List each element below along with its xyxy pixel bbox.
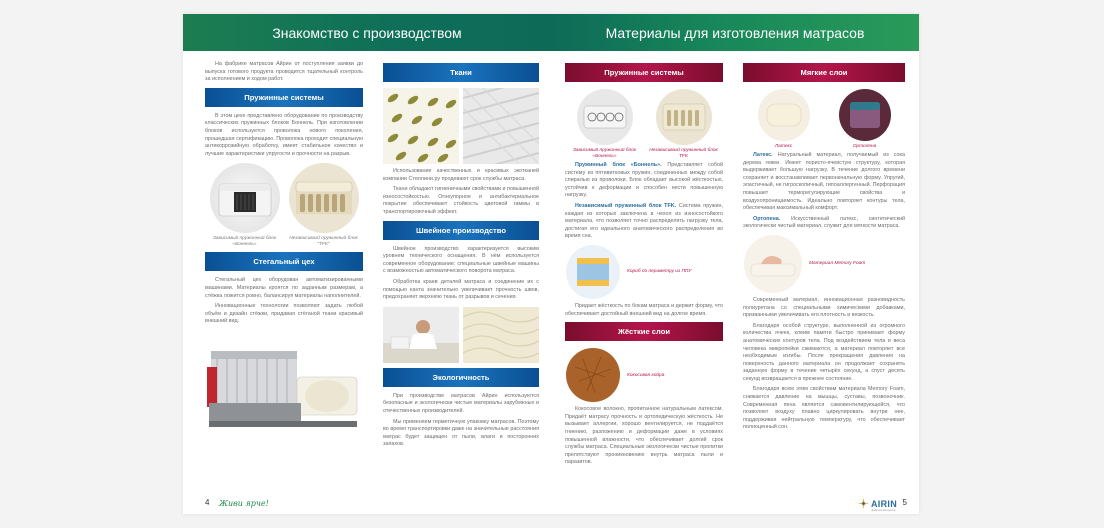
fabrics-text-1: Использование качественных и красивых экотканей компании Стеллини.ру продевают срок службы матраса. [383,168,539,182]
memory-foam-text-3: Благодаря всем этим свойствам материала Memory Foam, снижается давление на мышцы, суставы, позвоночник. Современная пена является самовентилирующейся, что позволяет воздуху плавно циркулировать внутри нее, поддерживая нейтральную температуру, что обеспечивает полноценный сон. [743,386,905,431]
quilting-text-1: Стегальный цех оборудован автоматизированными машинами. Материалы кроятся по заданным размерам, а стёжка ложится ровно, балансируя материалы наполнителей. [205,277,363,299]
fabric-pattern-2-image [463,88,539,164]
fabrics-header: Ткани [383,63,539,82]
ecology-text-1: При производстве матрасов Айрин используются безопасные и экологически чистые материалы зарубежных и отечественных производителей. [383,392,539,414]
memory-foam-caption: Материал Memory Foam [809,261,866,267]
right-page [551,14,919,514]
airin-logo [858,498,897,512]
quilting-machine-image [205,337,363,437]
bonnel-description [565,162,723,200]
left-column-1 [205,61,363,442]
coconut-caption: Кокосовая койра [627,372,665,378]
box-perimeter-text: Придает жёсткость по бокам матраса и держит форму, что обеспечивает достойный внешний вид на долгое время. [565,302,723,317]
latex-lead: Латекс. [753,152,773,158]
soft-layers-images [743,88,905,150]
foam-box-image [565,244,621,300]
right-tfk-figure [649,88,719,160]
right-spring-images [565,88,723,160]
sewing-header: Швейное производство [383,221,539,240]
sewing-worker-image [383,307,459,363]
right-bonnel-figure [570,88,640,160]
coconut-coir-image [565,347,621,403]
tfk-block-figure [289,162,359,248]
spring-systems-header: Пружинные системы [205,88,363,107]
orthofoam-lead: Ортопена. [753,215,781,222]
right-tfk-caption: Независимый пружинный блок TFK [649,148,718,159]
latex-caption: Латекс [774,144,793,149]
quilted-fabric-image [463,307,539,363]
coconut-row [565,347,723,403]
tfk-lead: Независимый пружинный блок TFK. [575,202,677,209]
brochure-spread [183,14,919,514]
sewing-images [383,307,539,363]
coconut-text: Кокосовое волокно, пропитанное натуральным латексом. Придаёт матрасу прочность и ортопедическую жёсткость. Не вызывает аллергии, хорошо вентилируется, не поддаётся гниению, разложению и деформации даже в условиях повышенной влажности, что обеспечивает долгий срок службы матраса. Специальные экологически чистые пропитки препятствуют проникновению внутрь матраса пыли и паразитов. [565,406,723,466]
hard-layers-header: Жёсткие слои [565,322,723,341]
tfk-block-image [288,162,360,234]
airin-logo-text: AIRIN [871,498,897,509]
spring-blocks-images [205,162,363,248]
orthofoam-body: Искусственный латекс, синтетический экологически чистый материал, служит для мягкости матраса. [743,215,905,230]
orthofoam-caption: Ортопена [852,144,877,149]
memory-foam-image [743,234,803,294]
right-spring-systems-header: Пружинные системы [565,63,723,82]
latex-image [757,88,811,142]
intro-text: На фабрике матрасов Айрин от поступления заявки до выпуска готового продукта проводится тщательный контроль за исполнением и ходом работ. [205,61,363,83]
slogan: Живи ярче! [219,499,269,508]
orthofoam-image [838,88,892,142]
left-column-2 [383,61,539,452]
right-page-title: Материалы для изготовления матрасов [551,14,919,51]
fabrics-text-2: Ткани обладают гигиеничными свойствами и повышенной износостойкостью. Огнеупорное и антибактериальное покрытие обеспечивает стойкость цветовой гаммы в транспортировочный эффект. [383,186,539,215]
box-perimeter-row [565,244,723,300]
right-tfk-image [655,88,713,146]
ecology-header: Экологичность [383,368,539,387]
tfk-block-caption: Независимый пружинный блок "TFK" [289,236,358,248]
bonnel-block-image [209,162,281,234]
latex-figure [749,88,819,150]
memory-foam-text-2: Благодаря особой структуре, выполненной из огромного количества ячеек, клеим памяти быстро принимает форму анатомических контуров тела. Под воздействием тела и веса человека микропейки сжимаются, а материал повторяет все необходимые изгибы. После прекращения давления на поверхность данного материала он продолжает сохранять заданную форму в течение четырёх секунд, а спуст десять секунд возвращается в прежнее состояние. [743,322,905,382]
quilting-header: Стегальный цех [205,252,363,271]
left-page-title: Знакомство с производством [183,14,551,51]
left-page-number: 4 [205,498,210,507]
orthofoam-description [743,216,905,231]
latex-body: Натуральный материал, получаемый из сока дерева гевеи. Имеет пористо-ячеистую структуру, которая выдерживает большую нагрузку. В течение долгого времени сохраняет и восстанавливает первоначальную форму. Упругий, эластичный, не гигроскопичный, гипоаллергенный. Перфорация повышает терморегулирующие свойства и воздухопроницаемость. Идеально повторяет контуры тела, обеспечивая максимальный комфорт. [743,152,905,212]
fabrics-images [383,88,539,164]
quilting-text-2: Инновационные технологии позволяют задать любой объём и дизайн стёжки, придавая стёганой ткани красивый внешний вид. [205,303,363,325]
soft-layers-header: Мягкие слои [743,63,905,82]
ecology-text-2: Мы применяем герметичную упаковку матрасов. Поэтому во время транспортировки даже на значительные расстояния матрас будет защищен от пыли, влаги и посторонних запахов. [383,418,539,448]
memory-foam-row [743,234,905,294]
right-bonnel-image [576,88,634,146]
latex-description [743,152,905,213]
right-bonnel-caption: Зависимый пружинный блок «Боннель» [572,148,637,159]
fabric-pattern-1-image [383,88,459,164]
right-page-number: 5 [902,498,907,507]
box-perimeter-caption: Короб по периметру из ППУ [627,269,692,275]
airin-logo-icon [858,498,869,509]
bonnel-lead: Пружинный блок «Боннель». [575,162,662,168]
tfk-description [565,203,723,241]
left-page [183,14,551,514]
airin-logo-subtitle: фабрика матрасов [871,508,896,512]
bonnel-block-caption: Зависимый пружинный блок «Боннель» [212,236,277,248]
sewing-text-2: Обработка краев деталей матраса и соединение их с помощью канта значительно увеличивает прочность швов, предохраняет верхнюю ткань от разрывов и сечения. [383,278,539,301]
right-column-2 [743,61,905,435]
sewing-text-1: Швейное производство характеризуется высоким уровнем технического оснащения. В нём используется современное оборудование: специальные швейные машины с возможностью автоматического поворота матраса. [383,245,539,275]
right-column-1 [565,61,723,470]
orthofoam-figure [830,88,900,150]
memory-foam-text-1: Современный материал, инновационная разновидность полиуретана со специальными химическими добавками, призванными увеличивать его плотность и вязкость. [743,296,905,319]
bonnel-body: Представляет собой систему из пятивитковых пружин, соединенных между собой спиралью из проволоки. Блок обладает высокой жёсткостью, устойчив к деформации и способен нести повышенную нагрузку. [565,162,724,199]
spring-systems-text: В этом цехе представлено оборудование по производству классических пружинных блоков Боннель. При изготовлении блоков используется проволока нового поколения, прошедшая сертификацию. Проволока проходит специальную антикоррозийную обработку, имеет стабильное качество и лучшие характеристики упругости и прочности на разрыв. [205,112,363,157]
bonnel-block-figure [210,162,280,248]
tfk-body: Система пружин, каждая из которых заключена в чехол из износостойкого материала, что позволяет точно распределять нагрузку тела, достигая его идеального анатомического распределения во время сна. [565,202,723,240]
